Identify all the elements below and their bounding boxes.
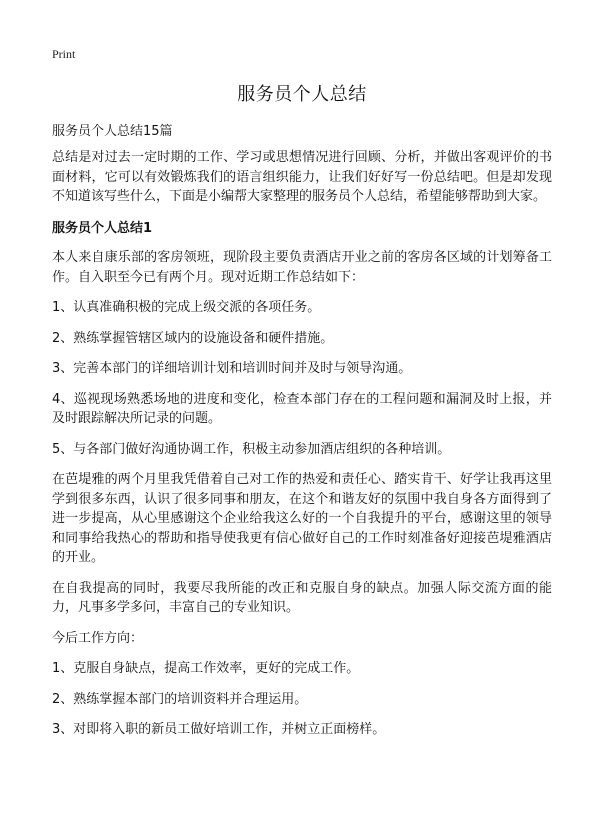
page-title: 服务员个人总结 — [237, 84, 367, 105]
body-paragraph: 今后工作方向： — [52, 630, 144, 646]
body-paragraph: 在自我提高的同时，我要尽我所能的改正和克服自身的缺点。加强人际交流方面的能力，凡事多学多问，丰富自己的专业知识。 — [52, 580, 552, 615]
intro-paragraph: 总结是对过去一定时期的工作、学习或思想情况进行回顾、分析，并做出客观评价的书面材料，它可以有效锻炼我们的语言组织能力，让我们好好写一份总结吧。但是却发现不知道该写些什么，下面是小编帮大家整理的服务员个人总结，希望能够帮助到大家。 — [52, 150, 552, 204]
body-paragraph: 在芭堤雅的两个月里我凭借着自己对工作的热爱和责任心、踏实肯干、好学让我再这里学到很多东西，认识了很多同事和朋友，在这个和谐友好的氛围中我自身各方面得到了进一步提高，从心里感谢这个企业给我这么好的一个自我提升的平台，感谢这里的领导和同事给我热心的帮助和指导使我更有信心做好自己的工作时刻准备好迎接芭堤雅酒店的开业。 — [52, 472, 552, 565]
list-item: 4、巡视现场熟悉场地的进度和变化，检查本部门存在的工程问题和漏洞及时上报，并及时跟踪解决所记录的问题。 — [52, 391, 552, 426]
list-item: 2、熟练掌握管辖区域内的设施设备和硬件措施。 — [52, 330, 334, 346]
document-subtitle: 服务员个人总结15篇 — [52, 124, 173, 139]
print-link[interactable]: Print — [52, 47, 76, 61]
list-item: 3、对即将入职的新员工做好培训工作，并树立正面榜样。 — [52, 722, 386, 737]
body-paragraph: 本人来自康乐部的客房领班，现阶段主要负责酒店开业之前的客房各区域的计划筹备工作。自入职至今已有两个月。现对近期工作总结如下： — [52, 250, 552, 285]
list-item: 5、与各部门做好沟通协调工作，积极主动参加酒店组织的各种培训。 — [52, 441, 451, 457]
list-item: 1、认真准确积极的完成上级交派的各项任务。 — [52, 300, 321, 315]
list-item: 1、克服自身缺点，提高工作效率，更好的完成工作。 — [52, 661, 360, 676]
list-item: 2、熟练掌握本部门的培训资料并合理运用。 — [52, 691, 308, 707]
section-heading: 服务员个人总结1 — [52, 220, 153, 236]
article-body — [52, 148, 552, 751]
list-item: 3、完善本部门的详细培训计划和培训时间并及时与领导沟通。 — [52, 361, 412, 376]
